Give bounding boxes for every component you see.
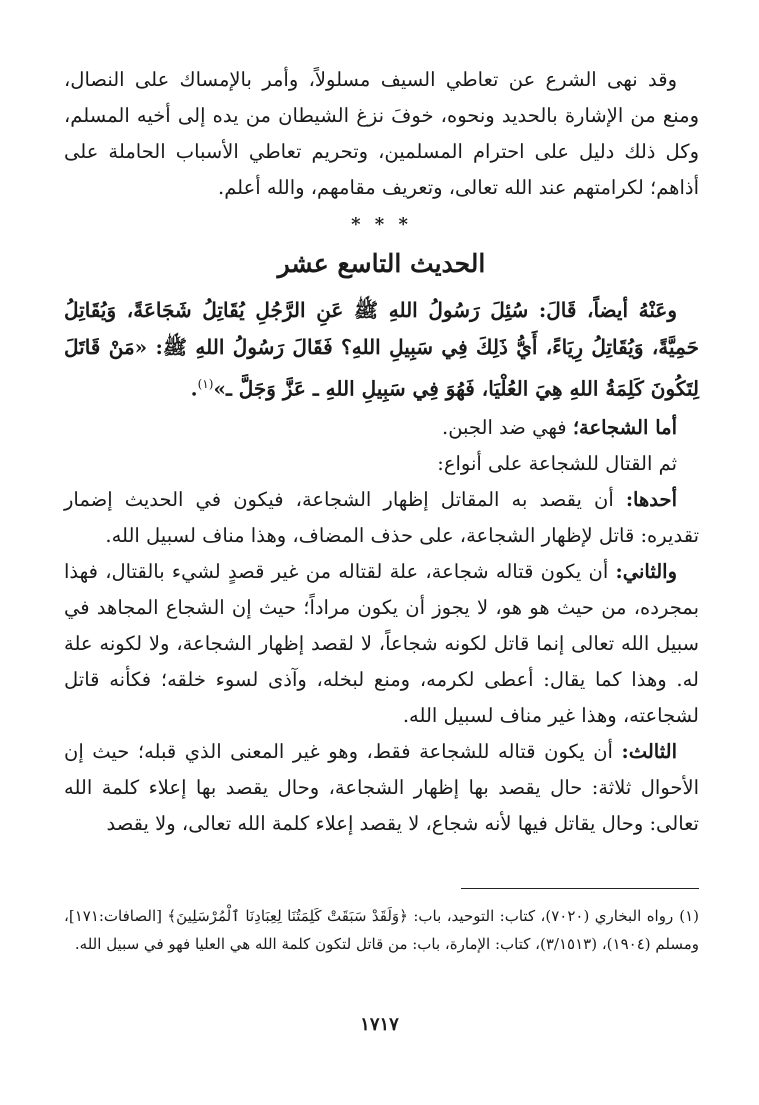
paragraph-lead: الثالث: — [621, 739, 677, 763]
hadith-heading: الحديث التاسع عشر — [277, 249, 486, 278]
paragraph-lead: أما الشجاعة؛ — [572, 415, 677, 439]
footnote-reference[interactable]: (١) — [197, 377, 214, 391]
paragraph-text: أن يكون قتاله للشجاعة فقط، وهو غير المعنى الذي قبله؛ حيث إن الأحوال ثلاثة: حال يقصد بها إظهار الشجاعة، وحال يقصد بها إعلاء كلمة الله تعالى: وحال يقاتل فيها لأنه شجاع، لا يقصد إعلاء كلمة الله تعالى، ولا يقصد — [64, 739, 699, 835]
paragraph-third-type — [64, 734, 699, 842]
paragraph-text: فهي ضد الجبن. — [442, 415, 573, 439]
footnote-number: (١) — [679, 907, 699, 925]
paragraph-text: أن يكون قتاله شجاعة، علة لقتاله من غير قصدٍ لشيء بالقتال، فهذا بمجرده، من حيث هو هو، لا يجوز أن يكون مراداً؛ حيث إن الشجاع المجاهد في سبيل الله تعالى إنما قاتل لكونه شجاعاً، لا لقصد إظهار الشجاعة، ولا لكونه علة له. وهذا كما يقال: أعطى لكرمه، ومنع لبخله، وآذى لسوء خلقه؛ فكأنه قاتل لشجاعته، وهذا غير مناف لسبيل الله. — [64, 559, 699, 727]
paragraph-text: أن يقصد به المقاتل إظهار الشجاعة، فيكون في الحديث إضمار تقديره: قاتل لإظهار الشجاعة، على حذف المضاف، وهذا مناف لسبيل الله. — [64, 487, 699, 547]
section-separator: * * * — [351, 214, 412, 235]
paragraph-courage — [64, 410, 699, 446]
intro-paragraph: وقد نهى الشرع عن تعاطي السيف مسلولاً، وأمر بالإمساك على النصال، ومنع من الإشارة بالحديد ونحوه، خوفَ نزغ الشيطان من يده إلى أخيه المسلم، وكل ذلك دليل على احترام المسلمين، وتحريم تعاطي الأسباب الحاملة على أذاهم؛ لكرامتهم عند الله تعالى، وتعريف مقامهم، والله أعلم. — [64, 68, 699, 199]
hadith-end: . — [190, 376, 198, 401]
paragraph-first-type — [64, 482, 699, 554]
footnote-text: رواه البخاري (٧٠٢٠)، كتاب: التوحيد، باب: ﴿وَلَقَدْ سَبَقَتْ كَلِمَتُنَا لِعِبَادِنَا ٱلْمُرْسَلِينَ﴾ [الصافات:١٧١]، ومسلم (١٩٠٤)، (٣/١٥١٣)، كتاب: الإمارة، باب: من قاتل لتكون كلمة الله هي العليا فهو في سبيل الله. — [64, 907, 699, 953]
page-number: ١٧١٧ — [360, 1014, 399, 1035]
paragraph-lead: والثاني: — [615, 559, 677, 583]
hadith-text — [64, 292, 699, 408]
paragraph-lead: أحدها: — [625, 487, 677, 511]
hadith-body: وعَنْهُ أيضاً، قَالَ: سُئِلَ رَسُولُ اللهِ ﷺ عَنِ الرَّجُلِ يُقَاتِلُ شَجَاعَةً، وَيُقَاتِلُ حَمِيَّةً، وَيُقَاتِلُ رِيَاءً، أَيُّ ذَلِكَ فِي سَبِيلِ اللهِ؟ فَقَالَ رَسُولُ اللهِ ﷺ: «مَنْ قَاتَلَ لِتَكُونَ كَلِمَةُ اللهِ هِيَ العُلْيَا، فَهُوَ فِي سَبِيلِ اللهِ ـ عَزَّ وَجَلَّ ـ» — [64, 298, 699, 401]
paragraph-second-type — [64, 554, 699, 734]
paragraph-types: ثم القتال للشجاعة على أنواع: — [437, 451, 677, 475]
footnote-divider — [461, 888, 699, 889]
footnotes — [64, 902, 699, 958]
